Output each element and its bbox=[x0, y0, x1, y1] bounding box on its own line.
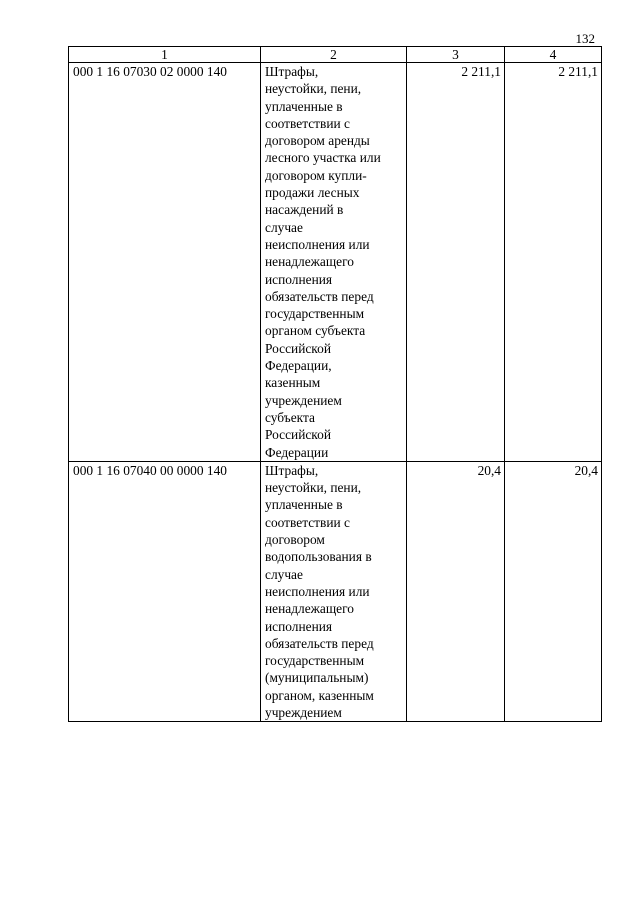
description-line: органом, казенным bbox=[265, 687, 374, 703]
description-line: Штрафы, bbox=[265, 462, 319, 478]
description-line: обязательств перед bbox=[265, 288, 374, 304]
page-number: 132 bbox=[575, 31, 595, 46]
description-line: соответствии с bbox=[265, 514, 350, 530]
description-line: Российской bbox=[265, 340, 331, 356]
amount-cell-col3: 2 211,1 bbox=[407, 63, 505, 462]
amount-cell-col4: 20,4 bbox=[505, 461, 602, 721]
description-line: лесного участка или bbox=[265, 150, 381, 166]
description-cell bbox=[261, 461, 407, 721]
description-line: уплаченные в bbox=[265, 98, 343, 114]
table-body bbox=[69, 63, 602, 722]
description-line: продажи лесных bbox=[265, 185, 360, 201]
amount-cell-col3: 20,4 bbox=[407, 461, 505, 721]
description-line: казенным bbox=[265, 375, 321, 391]
description-line: соответствии с bbox=[265, 115, 350, 131]
description-line: насаждений в bbox=[265, 202, 344, 218]
budget-code-cell: 000 1 16 07030 02 0000 140 bbox=[69, 63, 261, 462]
description-line: учреждением bbox=[265, 704, 342, 720]
description-line: исполнения bbox=[265, 271, 333, 287]
description-line: неисполнения или bbox=[265, 236, 370, 252]
description-line: учреждением bbox=[265, 392, 342, 408]
column-header-2: 2 bbox=[261, 47, 407, 63]
amount-cell-col4: 2 211,1 bbox=[505, 63, 602, 462]
description-line: ненадлежащего bbox=[265, 254, 354, 270]
description-line: (муниципальным) bbox=[265, 670, 369, 686]
table-header-row bbox=[69, 47, 602, 63]
description-line: договором купли- bbox=[265, 167, 367, 183]
description-line: обязательств перед bbox=[265, 635, 374, 651]
description-line: органом субъекта bbox=[265, 323, 366, 339]
column-header-4: 4 bbox=[505, 47, 602, 63]
description-line: неустойки, пени, bbox=[265, 480, 362, 496]
description-line: субъекта bbox=[265, 409, 315, 425]
budget-table bbox=[68, 46, 602, 722]
column-header-1: 1 bbox=[69, 47, 261, 63]
description-line: неустойки, пени, bbox=[265, 81, 362, 97]
description-line: неисполнения или bbox=[265, 583, 370, 599]
description-line: Федерации bbox=[265, 444, 329, 460]
description-line: Штрафы, bbox=[265, 64, 319, 79]
table-row bbox=[69, 63, 602, 462]
description-line: исполнения bbox=[265, 618, 333, 634]
column-header-3: 3 bbox=[407, 47, 505, 63]
description-line: случае bbox=[265, 566, 303, 582]
description-line: государственным bbox=[265, 306, 365, 322]
description-line: договором аренды bbox=[265, 133, 370, 149]
description-line: ненадлежащего bbox=[265, 601, 354, 617]
description-cell bbox=[261, 63, 407, 462]
description-line: государственным bbox=[265, 653, 365, 669]
description-line: Федерации, bbox=[265, 358, 332, 374]
description-line: водопользования в bbox=[265, 549, 372, 565]
description-line: договором bbox=[265, 532, 325, 548]
table-row bbox=[69, 461, 602, 721]
description-line: Российской bbox=[265, 427, 331, 443]
description-line: уплаченные в bbox=[265, 497, 343, 513]
budget-code-cell: 000 1 16 07040 00 0000 140 bbox=[69, 461, 261, 721]
description-line: случае bbox=[265, 219, 303, 235]
